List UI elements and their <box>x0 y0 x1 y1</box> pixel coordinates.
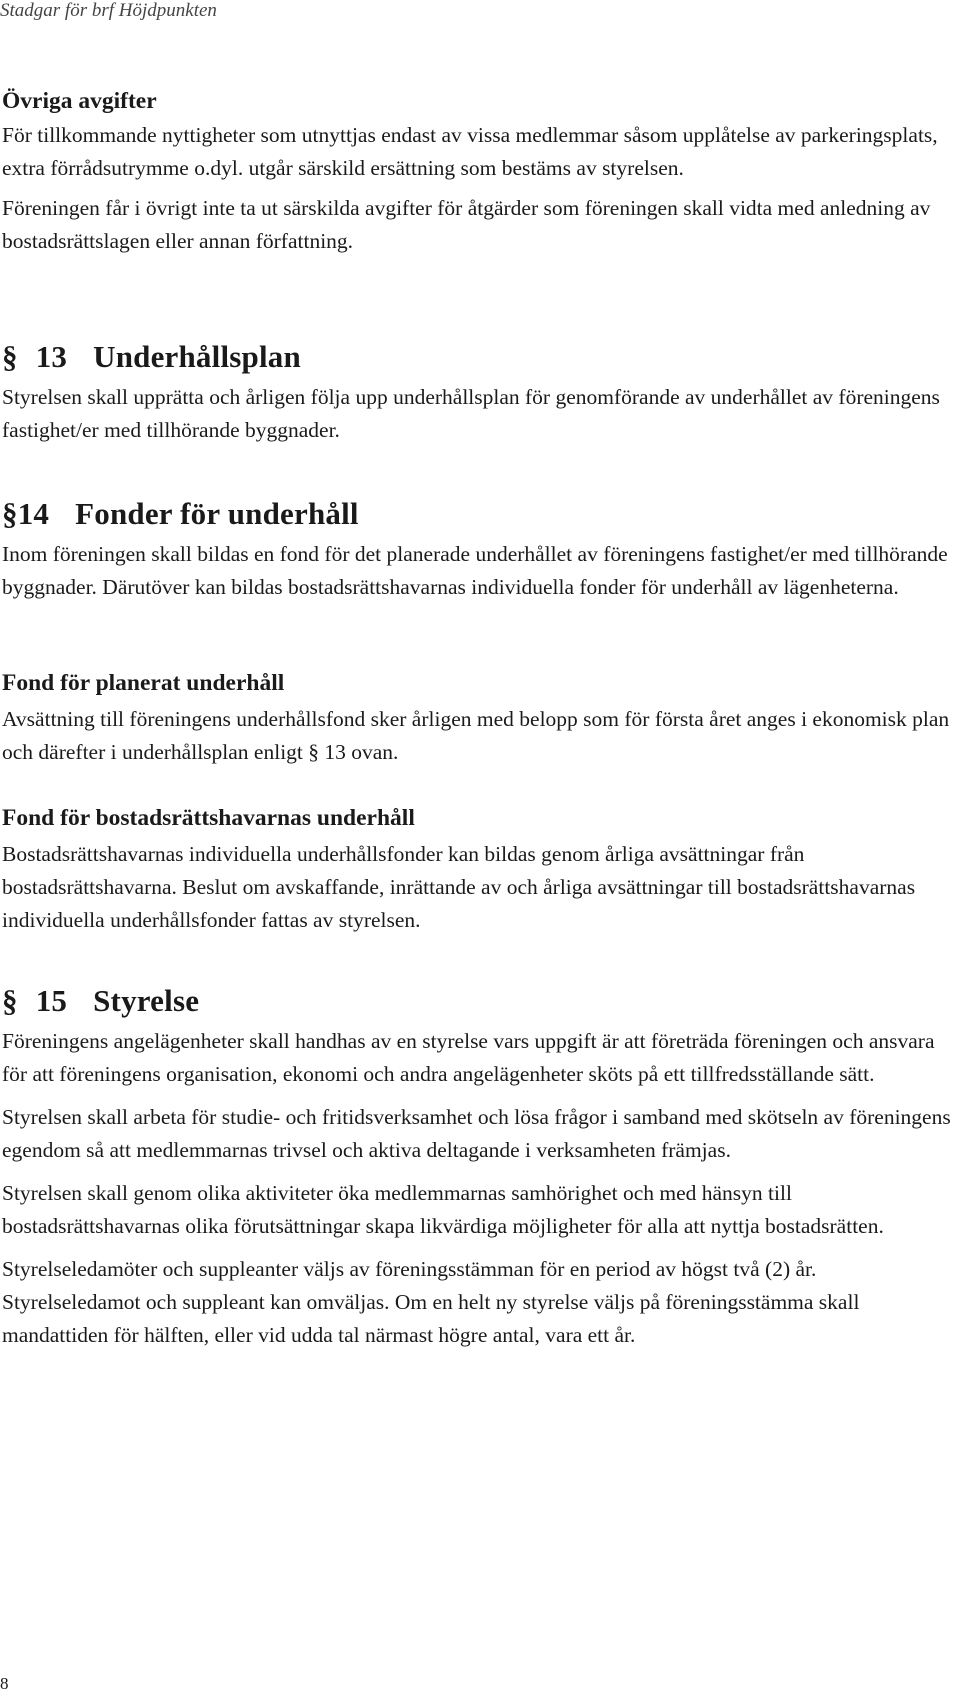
heading-ovriga-avgifter: Övriga avgifter <box>2 88 157 114</box>
paragraph: Styrelsen skall upprätta och årligen följa upp underhållsplan för genomförande av underhållet av föreningens fastighet/er med tillhörande byggnader. <box>2 384 940 442</box>
section-fond-bostadsrattshavarnas <box>2 803 952 937</box>
running-header: Stadgar för brf Höjdpunkten <box>0 0 217 21</box>
paragraph: Styrelseledamöter och suppleanter väljs av föreningsstämman för en period av högst två (2) år. Styrelseledamot och suppleant kan omväljas. Om en helt ny styrelse väljs på föreningsstämma skall mandattiden för hälften, eller vid udda tal närmast högre antal, vara ett år. <box>2 1256 860 1347</box>
paragraph: Styrelsen skall arbeta för studie- och fritidsverksamhet och lösa frågor i samband med skötseln av föreningens egendom så att medlemmarnas trivsel och aktiva deltagande i verksamheten främjas. <box>2 1104 951 1162</box>
section-14-fonder <box>2 495 952 604</box>
section-heading <box>2 338 952 377</box>
paragraph-sign: § <box>2 339 18 374</box>
section-15-styrelse <box>2 982 952 1352</box>
paragraph: Bostadsrättshavarnas individuella underhållsfonder kan bildas genom årliga avsättningar från bostadsrättshavarna. Beslut om avskaffande, inrättande av och årliga avsättningar till bostadsrättshavarnas individuella underhållsfonder fattas av styrelsen. <box>2 841 916 932</box>
section-title: Fonder för underhåll <box>75 496 359 531</box>
page-number: 8 <box>0 1674 9 1693</box>
paragraph: Avsättning till föreningens underhållsfond sker årligen med belopp som för första året anges i ekonomisk plan och därefter i underhållsplan enligt § 13 ovan. <box>2 706 950 764</box>
section-fond-planerat-underhall <box>2 668 952 769</box>
paragraph: Inom föreningen skall bildas en fond för det planerade underhållet av föreningens fastighet/er med tillhörande byggnader. Därutöver kan bildas bostadsrättshavarnas individuella fonder för underhåll av lägenheterna. <box>2 541 948 599</box>
section-ovriga-avgifter <box>2 86 952 258</box>
subheading: Fond för planerat underhåll <box>2 670 285 696</box>
section-heading <box>2 982 952 1021</box>
paragraph-sign: § <box>2 983 18 1018</box>
section-number: 14 <box>17 496 50 531</box>
paragraph: Föreningen får i övrigt inte ta ut särskilda avgifter för åtgärder som föreningen skall vidta med anledning av bostadsrättslagen eller annan författning. <box>2 195 931 253</box>
paragraph: För tillkommande nyttigheter som utnyttjas endast av vissa medlemmar såsom upplåtelse av parkeringsplats, extra förrådsutrymme o.dyl. utgår särskild ersättning som bestäms av styrelsen. <box>2 122 938 180</box>
subheading: Fond för bostadsrättshavarnas underhåll <box>2 805 415 831</box>
section-number: 15 <box>35 983 68 1018</box>
paragraph: Styrelsen skall genom olika aktiviteter öka medlemmarnas samhörighet och med hänsyn till bostadsrättshavarnas olika förutsättningar skapa likvärdiga möjligheter för alla att nyttja bostadsrätten. <box>2 1180 884 1238</box>
paragraph-sign: § <box>2 496 18 531</box>
section-title: Underhållsplan <box>93 339 301 374</box>
section-heading <box>2 495 952 534</box>
section-number: 13 <box>35 339 68 374</box>
paragraph: Föreningens angelägenheter skall handhas av en styrelse vars uppgift är att företräda föreningen och ansvara för att föreningens organisation, ekonomi och andra angelägenheter sköts på ett tillfredsställande sätt. <box>2 1028 935 1086</box>
section-title: Styrelse <box>93 983 200 1018</box>
section-13-underhallsplan <box>2 338 952 447</box>
